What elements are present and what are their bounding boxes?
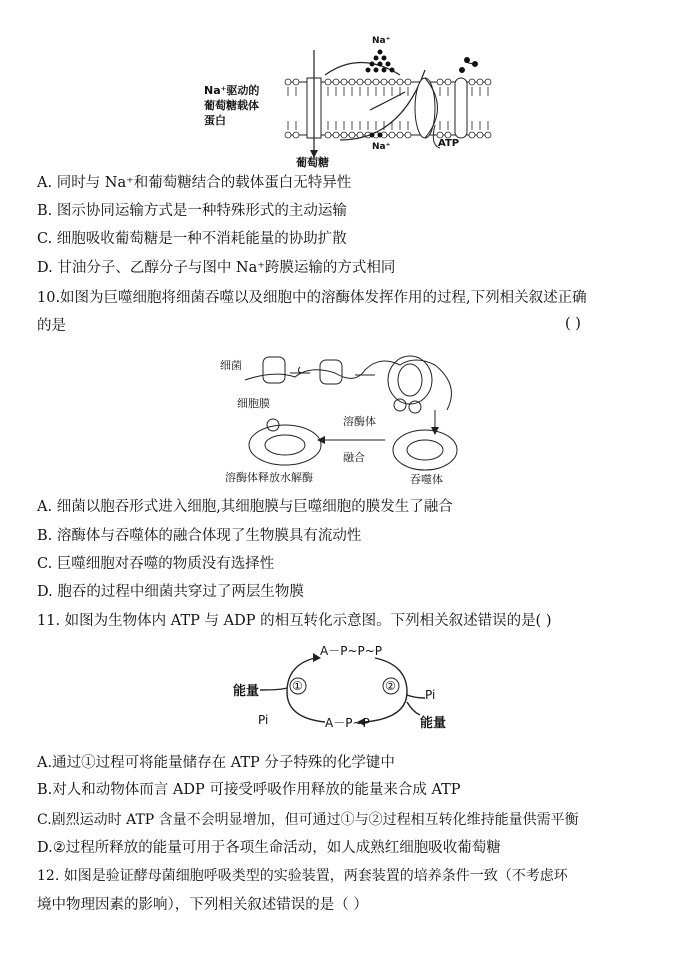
q10-stem-line1: 10.如图为巨噬细胞将细菌吞噬以及细胞中的溶酶体发挥作用的过程,下列相关叙述正确 [37, 290, 587, 306]
q11-option-d: D.②过程所释放的能量可用于各项生命活动，如人成熟红细胞吸收葡萄糖 [37, 840, 501, 856]
label-na-bottom: Na⁺ [372, 142, 391, 152]
q11-option-c: C.剧烈运动时 ATP 含量不会明显增加，但可通过①与②过程相互转化维持能量供需平衡 [37, 812, 579, 828]
q11-stem: 11. 如图为生物体内 ATP 与 ADP 的相互转化示意图。下列相关叙述错误的是( ) [37, 613, 552, 629]
label-pi-in: Pi [258, 713, 269, 727]
label-fusion: 融合 [343, 451, 365, 464]
q10-stem-line2: 的是 [37, 318, 66, 334]
label-energy-out: 能量 [420, 716, 447, 731]
q10-option-b: B. 溶酶体与吞噬体的融合体现了生物膜具有流动性 [37, 528, 362, 544]
label-bacteria: 细菌 [220, 359, 242, 372]
figure-na-glucose-transport [200, 30, 500, 170]
label-cell-membrane: 细胞膜 [237, 397, 270, 410]
q10-option-c: C. 巨噬细胞对吞噬的物质没有选择性 [37, 556, 275, 572]
label-pi-out: Pi [425, 688, 436, 702]
na-ion-cluster [366, 50, 395, 73]
q12-stem-line1: 12. 如图是验证酵母菌细胞呼吸类型的实验装置，两套装置的培养条件一致（不考虑环 [37, 868, 568, 884]
label-atp-formula: A－P~P~P [320, 644, 383, 658]
label-adp-formula: A－P~P [325, 716, 370, 730]
label-na-top: Na⁺ [372, 36, 391, 46]
label-step-1: ① [292, 679, 303, 693]
figure-phagocytosis [220, 345, 470, 486]
label-atp: ATP [438, 138, 460, 149]
q12-stem-line2: 境中物理因素的影响），下列相关叙述错误的是（ ） [37, 897, 368, 913]
q10-option-a: A. 细菌以胞吞形式进入细胞,其细胞膜与巨噬细胞的膜发生了融合 [37, 499, 453, 515]
label-carrier-line3: 蛋白 [204, 114, 226, 127]
q9-option-c: C. 细胞吸收葡萄糖是一种不消耗能量的协助扩散 [37, 231, 347, 247]
label-step-2: ② [385, 679, 396, 693]
q9-option-b: B. 图示协同运输方式是一种特殊形式的主动运输 [37, 203, 347, 219]
na-k-pump-shape [415, 78, 435, 138]
label-energy-in: 能量 [233, 684, 260, 699]
label-carrier-line1: Na⁺驱动的 [204, 84, 260, 97]
q10-option-d: D. 胞吞的过程中细菌共穿过了两层生物膜 [37, 584, 304, 600]
q9-option-d: D. 甘油分子、乙醇分子与图中 Na⁺跨膜运输的方式相同 [37, 260, 396, 276]
figure-atp-adp-cycle [225, 640, 465, 740]
label-carrier-line2: 葡萄糖载体 [204, 99, 259, 112]
label-lysosome: 溶酶体 [343, 415, 376, 428]
q11-option-b: B.对人和动物体而言 ADP 可接受呼吸作用释放的能量来合成 ATP [37, 782, 461, 798]
q10-answer-blank: ( ) [565, 316, 581, 332]
q11-option-a: A.通过①过程可将能量储存在 ATP 分子特殊的化学键中 [37, 755, 395, 771]
q9-option-a: A. 同时与 Na⁺和葡萄糖结合的载体蛋白无特异性 [37, 175, 352, 191]
label-lysosome-release: 溶酶体释放水解酶 [225, 471, 313, 484]
label-glucose: 葡萄糖 [296, 156, 329, 169]
label-phagosome: 吞噬体 [410, 473, 443, 486]
